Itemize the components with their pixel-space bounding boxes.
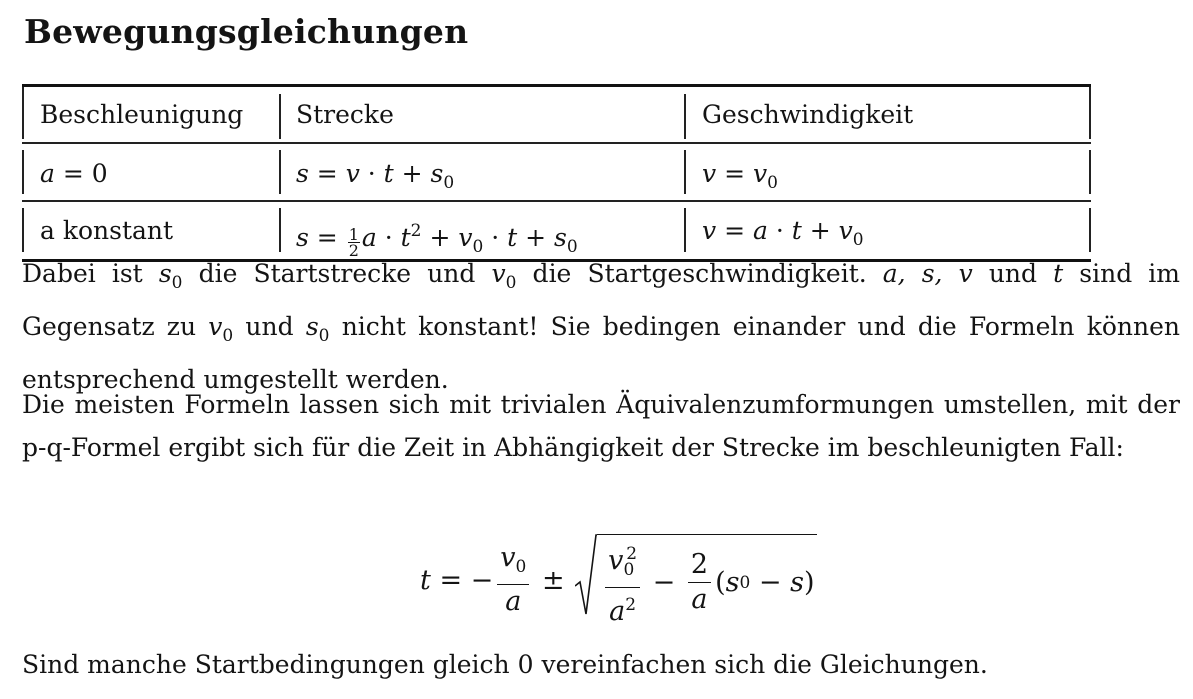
table-cell-distance-uniform: $s = v \cdot t + s_0$ [296,159,455,193]
table-top-rule [22,84,1091,87]
paragraph-start-conditions: Dabei ist $s_0$ die Startstrecke und $v_0$ die Startgeschwindigkeit. a, s, v und t sind im Gegensatz zu $v_0$ und $s_0$ nicht konstant! Sie bedingen einander und die Formeln können entsprechend umgestellt werden. [22,259,1181,394]
page-title: Bewegungsgleichungen [24,12,469,51]
table-divider [22,200,1091,202]
table-cell-accel-zero: a = 0 [40,159,108,188]
table-header-distance: Strecke [296,100,394,129]
table-cell-velocity-uniform: $v = v_0$ [702,159,778,193]
table-cell-velocity-accelerated: $v = a \cdot t + v_0$ [702,216,864,250]
table-cell-accel-constant: a konstant [40,216,174,245]
table-header-acceleration: Beschleunigung [40,100,244,129]
table-divider [22,142,1091,144]
paragraph-simplification: Sind manche Startbedingungen gleich 0 vereinfachen sich die Gleichungen. [22,650,988,679]
paragraph-pq-formula: Die meisten Formeln lassen sich mit trivialen Äquivalenzumformungen umstellen, mit der p-q-Formel ergibt sich für die Zeit in Abhängigkeit der Strecke im beschleunigten Fall: [22,390,1180,462]
time-formula: t = − $\frac{v_0}{a}$ ± $\frac{v_0^2}{a^2}$ − $\frac{2}{a}$ ( s 0 − s ) [420,538,817,622]
table-header-velocity: Geschwindigkeit [702,100,914,129]
table-cell-distance-accelerated: s = $\frac{1}{2}$ $a \cdot t^2 + v_0 \cdot t + s_0$ [296,221,578,260]
